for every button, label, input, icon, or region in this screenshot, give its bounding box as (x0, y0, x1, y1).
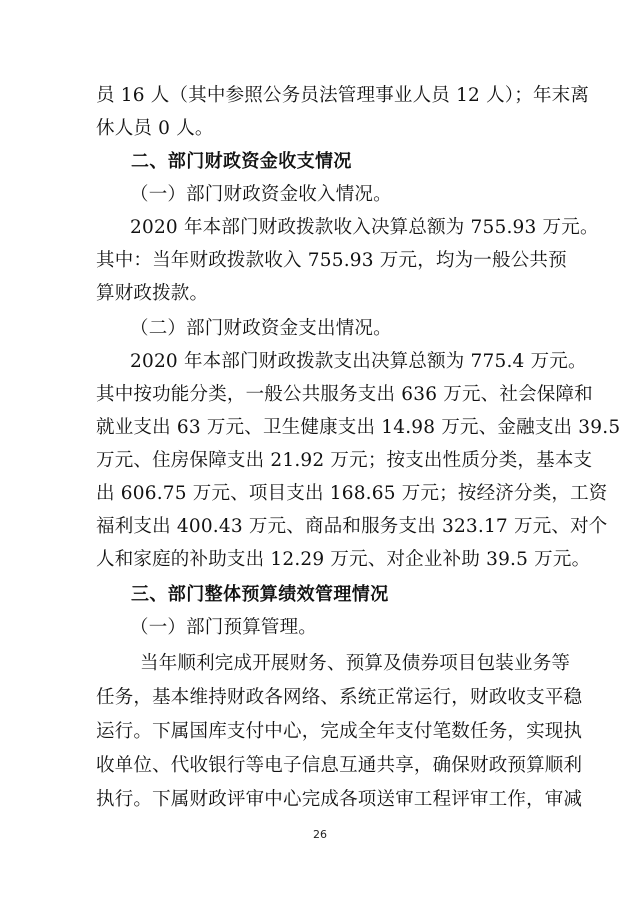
subsection-heading-budget: （一）部门预算管理。 (130, 617, 318, 638)
body-line-expense-total: 2020 年本部门财政拨款支出决算总额为 775.4 万元。 (130, 351, 587, 372)
section-heading-2: 二、部门财政资金收支情况 (131, 151, 352, 172)
subsection-heading-expense: （二）部门财政资金支出情况。 (130, 318, 392, 339)
body-line-expense-3: 万元、住房保障支出 21.92 万元；按支出性质分类，基本支 (96, 450, 593, 471)
body-line-budget-5: 执行。下属财政评审中心完成各项送审工程评审工作，审减 (96, 789, 583, 810)
section-heading-3: 三、部门整体预算绩效管理情况 (131, 584, 389, 605)
subsection-heading-income: （一）部门财政资金收入情况。 (130, 184, 392, 205)
page-number: 26 (313, 828, 327, 841)
body-line-budget-2: 任务，基本维持财政各网络、系统正常运行，财政收支平稳 (96, 687, 583, 708)
body-line-expense-5: 福利支出 400.43 万元、商品和服务支出 323.17 万元、对个 (96, 516, 608, 537)
body-line-budget-1: 当年顺利完成开展财务、预算及债券项目包装业务等 (140, 653, 571, 674)
body-line-1: 员 16 人（其中参照公务员法管理事业人员 12 人）；年末离 (96, 85, 590, 106)
body-line-expense-6: 人和家庭的补助支出 12.29 万元、对企业补助 39.5 万元。 (96, 549, 591, 570)
body-line-expense-4: 出 606.75 万元、项目支出 168.65 万元；按经济分类，工资 (96, 483, 608, 504)
body-line-income-total: 2020 年本部门财政拨款收入决算总额为 755.93 万元。 (130, 217, 599, 238)
body-line-budget-3: 运行。下属国库支付中心，完成全年支付笔数任务，实现执 (96, 721, 583, 742)
body-line-budget-4: 收单位、代收银行等电子信息互通共享，确保财政预算顺利 (96, 755, 583, 776)
body-line-income-end: 算财政拨款。 (96, 283, 209, 304)
body-line-2: 休人员 0 人。 (96, 118, 214, 139)
body-line-income-detail: 其中：当年财政拨款收入 755.93 万元，均为一般公共预 (96, 250, 567, 271)
body-line-expense-2: 就业支出 63 万元、卫生健康支出 14.98 万元、金融支出 39.5 (96, 417, 621, 438)
body-line-expense-1: 其中按功能分类，一般公共服务支出 636 万元、社会保障和 (96, 384, 593, 405)
